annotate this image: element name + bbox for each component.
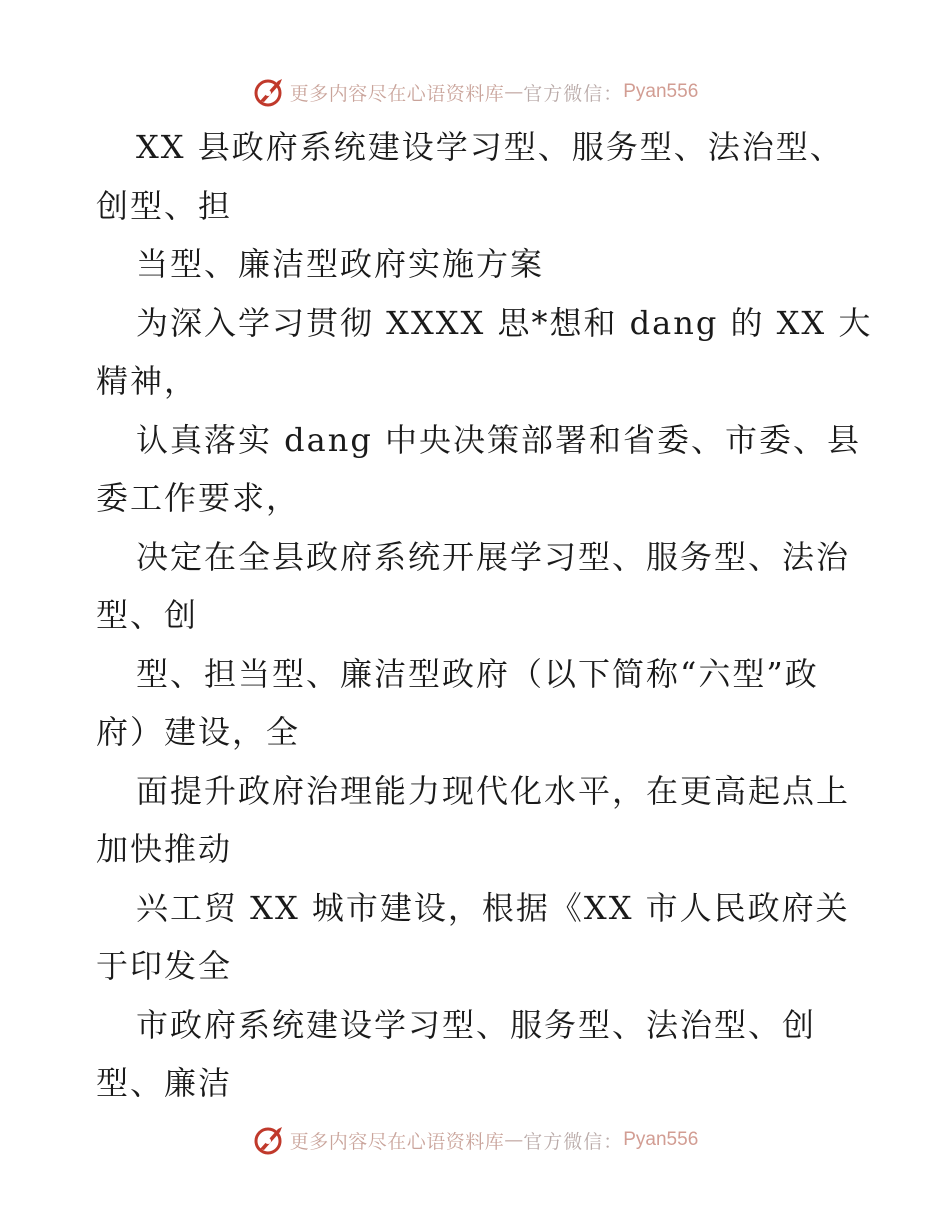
text-line: 精神，: [96, 362, 199, 400]
text-line: 创型、担: [96, 186, 233, 225]
text-line: 加快推动: [96, 830, 233, 868]
text-line: 兴工贸 XX 城市建设，根据《XX 市人民政府关: [136, 888, 850, 927]
watermark-sub-text: 官方微信：: [523, 82, 624, 105]
text-line: 型、担当型、廉洁型政府（以下简称“六型”政: [136, 654, 819, 693]
watermark-id: Pyan556: [623, 1129, 699, 1150]
text-line: XX 县政府系统建设学习型、服务型、法治型、: [136, 128, 844, 166]
text-line: 面提升政府治理能力现代化水平，在更高起点上: [136, 771, 851, 810]
watermark-banner-bottom: [0, 1120, 950, 1160]
text-line: 于印发全: [96, 947, 233, 985]
watermark-id: Pyan556: [623, 81, 699, 102]
text-line: 市政府系统建设学习型、服务型、法治型、创: [136, 1005, 817, 1044]
text-line: 型、廉洁: [96, 1064, 233, 1102]
text-line: 府）建设，全: [96, 713, 301, 751]
watermark-dash: —: [504, 81, 524, 103]
watermark-main-text: 更多内容尽在心语资料库: [289, 82, 505, 105]
text-line: 委工作要求，: [96, 479, 301, 517]
watermark-sub-text: 官方微信：: [523, 1130, 624, 1153]
text-line: 认真落实 dang 中央决策部署和省委、市委、县: [136, 420, 862, 459]
quill-pen-circle-icon: [252, 1123, 286, 1157]
text-line: 型、创: [96, 596, 199, 634]
watermark-main-text: 更多内容尽在心语资料库: [289, 1130, 505, 1153]
document-body: [96, 118, 873, 1113]
watermark-dash: —: [504, 1129, 524, 1151]
text-line: 为深入学习贯彻 XXXX 思*想和 dang 的 XX 大: [136, 303, 873, 342]
text-line: 决定在全县政府系统开展学习型、服务型、法治: [136, 537, 851, 576]
text-line: 当型、廉洁型政府实施方案: [136, 245, 545, 283]
watermark-banner-top: [0, 72, 950, 112]
quill-pen-circle-icon: [252, 75, 286, 109]
